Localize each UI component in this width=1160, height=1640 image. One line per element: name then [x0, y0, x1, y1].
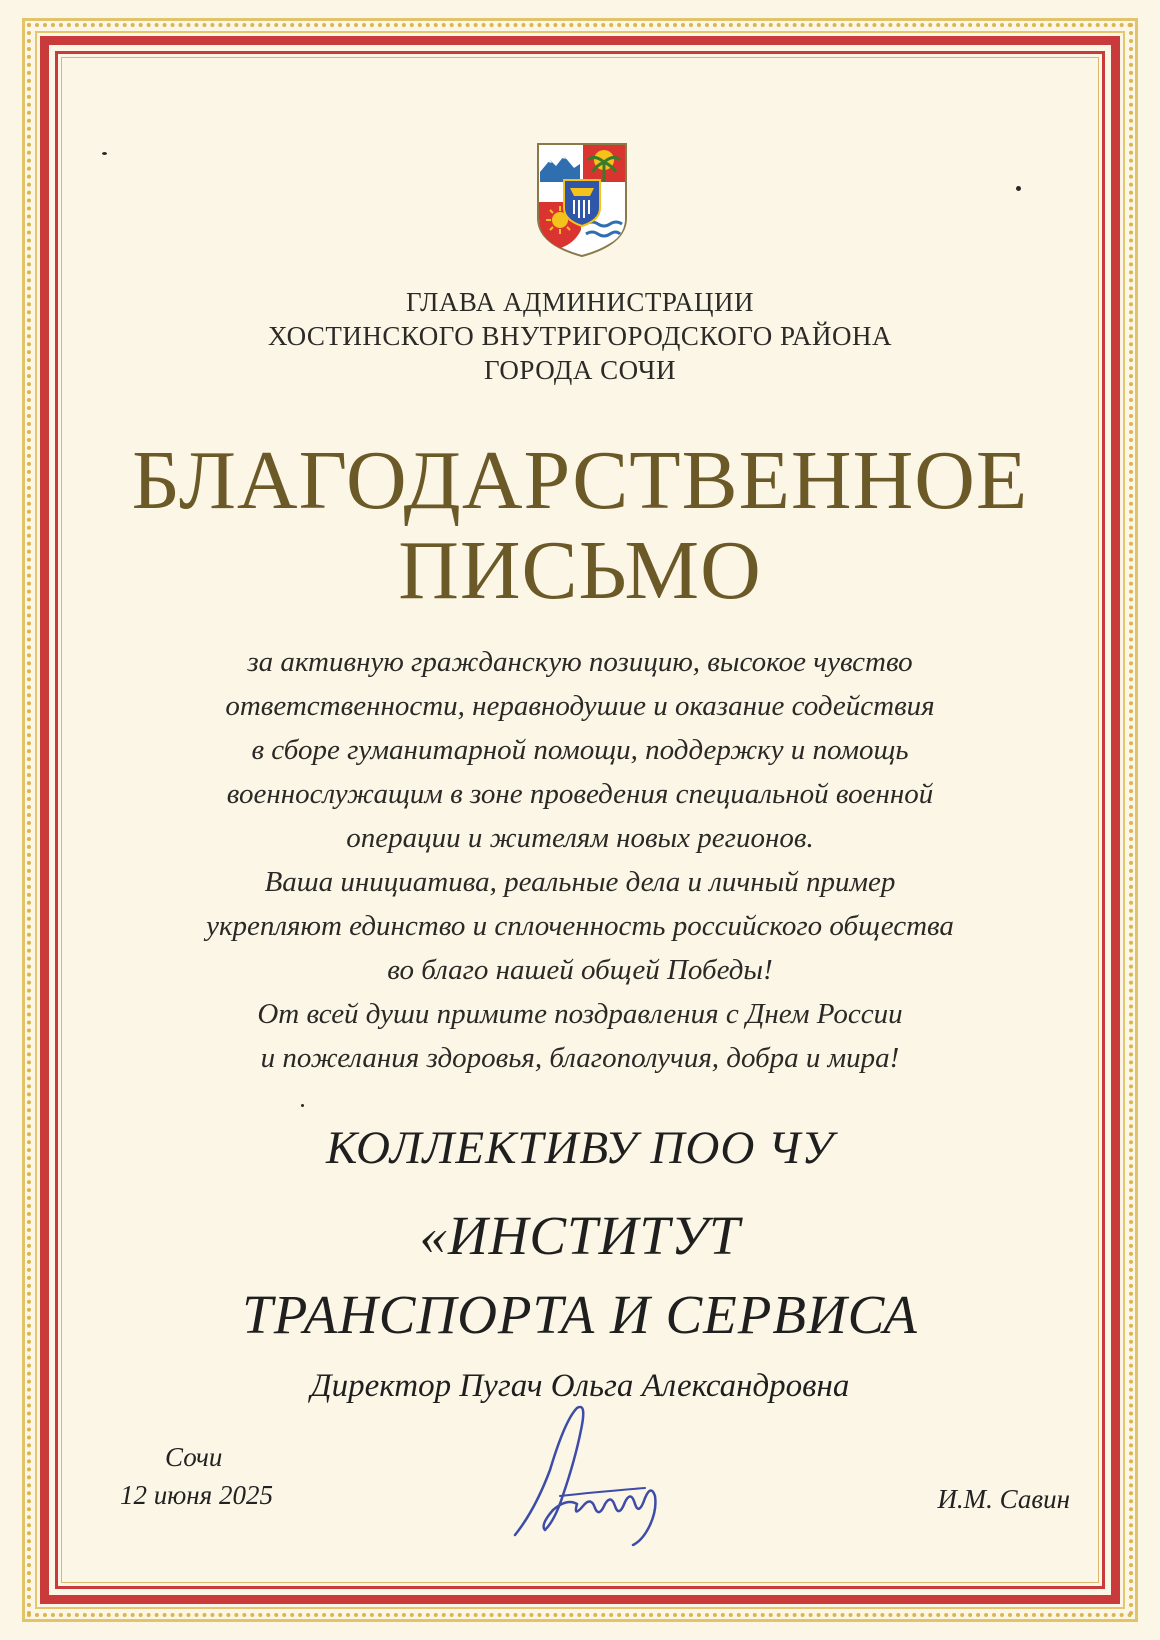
document-title-line-2: ПИСЬМО: [398, 524, 762, 617]
signer-name: И.М. Савин: [937, 1484, 1070, 1514]
place-label: Сочи: [165, 1442, 223, 1472]
body-line-6: Ваша инициатива, реальные дела и личный пример: [264, 866, 896, 898]
authority-line-1: ГЛАВА АДМИНИСТРАЦИИ: [406, 287, 754, 317]
body-line-5: операции и жителям новых регионов.: [346, 822, 814, 854]
director-name: Директор Пугач Ольга Александровна: [310, 1368, 850, 1404]
authority-line-3: ГОРОДА СОЧИ: [484, 355, 676, 385]
body-line-7: укрепляют единство и сплоченность российского общества: [206, 910, 954, 942]
body-line-10: и пожелания здоровья, благополучия, добра и мира!: [260, 1042, 900, 1074]
body-line-9: От всей души примите поздравления с Днем России: [257, 998, 903, 1030]
body-line-1: за активную гражданскую позицию, высокое чувство: [247, 646, 913, 678]
recipient-line-3: ТРАНСПОРТА И СЕРВИСА: [242, 1284, 918, 1345]
document-title-line-1: БЛАГОДАРСТВЕННОЕ: [131, 434, 1029, 527]
body-line-8: во благо нашей общей Победы!: [387, 954, 773, 986]
body-line-2: ответственности, неравнодушие и оказание содействия: [225, 690, 935, 722]
scan-speck: [102, 152, 107, 155]
handwritten-signature-icon: [505, 1400, 670, 1550]
scan-speck: [1016, 186, 1021, 191]
date-label: 12 июня 2025: [120, 1480, 273, 1510]
recipient-line-1: КОЛЛЕКТИВУ ПОО ЧУ: [325, 1122, 835, 1174]
body-line-4: военнослужащим в зоне проведения специальной военной: [226, 778, 934, 810]
authority-line-2: ХОСТИНСКОГО ВНУТРИГОРОДСКОГО РАЙОНА: [267, 321, 893, 351]
scan-speck: [301, 1104, 304, 1107]
body-line-3: в сборе гуманитарной помощи, поддержку и помощь: [251, 734, 909, 766]
sochi-coat-of-arms-icon: [534, 140, 630, 258]
recipient-line-2: «ИНСТИТУТ: [419, 1205, 741, 1266]
